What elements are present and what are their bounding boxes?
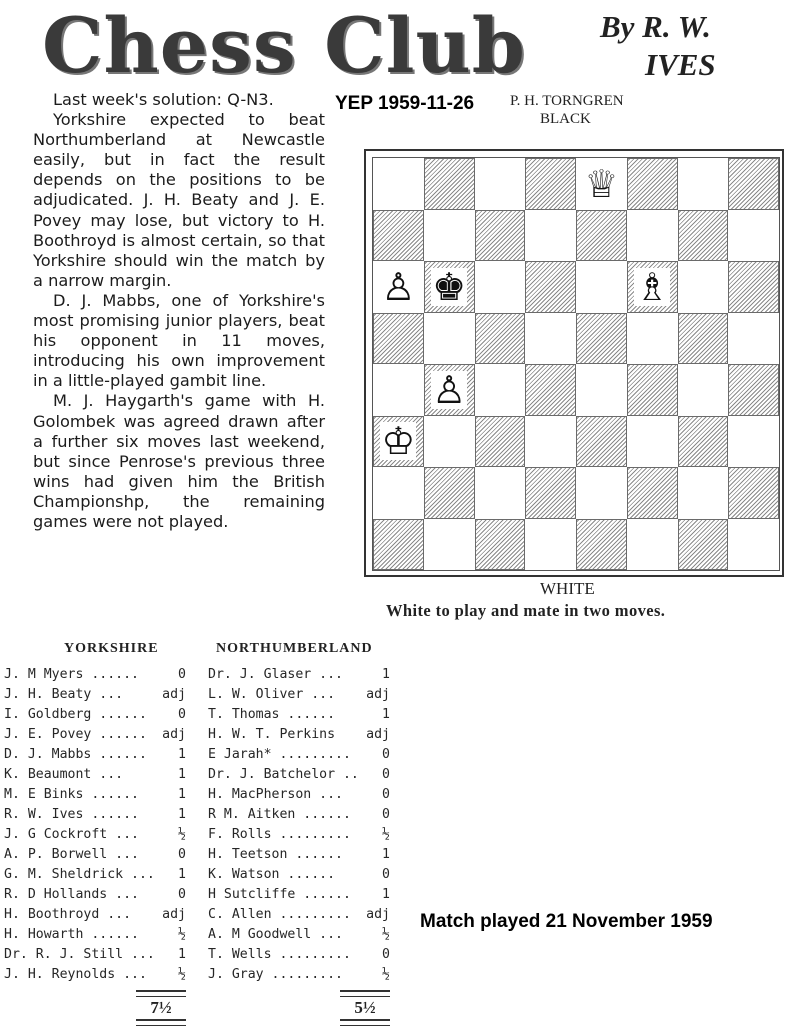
- black-label: BLACK: [540, 111, 591, 127]
- player-name: Dr. J. Glaser ...: [208, 667, 343, 682]
- board-square: [424, 467, 475, 519]
- table-row: [208, 825, 390, 845]
- player-name: Dr. R. J. Still ...: [4, 947, 155, 962]
- player-name: H. Howarth ......: [4, 927, 139, 942]
- table-row: [208, 965, 390, 985]
- board-square: [475, 261, 526, 313]
- player-score: 1: [178, 787, 186, 802]
- table-row: [208, 805, 390, 825]
- total-rule: [340, 990, 390, 997]
- player-score: ½: [382, 927, 390, 942]
- table-row: [208, 925, 390, 945]
- total-rule: [136, 1019, 186, 1026]
- board-square: [627, 364, 678, 416]
- player-score: adj: [162, 687, 186, 702]
- table-row: [4, 905, 186, 925]
- player-score: 0: [382, 807, 390, 822]
- date-tag: YEP 1959-11-26: [335, 93, 475, 114]
- problem-heading: [510, 92, 670, 128]
- board-square: [424, 261, 475, 313]
- table-row: [4, 745, 186, 765]
- player-score: ½: [178, 827, 186, 842]
- board-square: [576, 210, 627, 262]
- board-square: [627, 313, 678, 365]
- table-row: [208, 725, 390, 745]
- board-square: [373, 210, 424, 262]
- board-square: [576, 467, 627, 519]
- player-name: J. H. Reynolds ...: [4, 967, 147, 982]
- total-rule: [340, 1019, 390, 1026]
- player-score: ½: [178, 967, 186, 982]
- board-square: [728, 210, 779, 262]
- player-score: 1: [382, 707, 390, 722]
- player-score: 0: [382, 787, 390, 802]
- board-square: [576, 364, 627, 416]
- player-score: ½: [382, 827, 390, 842]
- table-row: [208, 785, 390, 805]
- table-row: [4, 825, 186, 845]
- player-name: D. J. Mabbs ......: [4, 747, 147, 762]
- chess-piece-icon: ♗: [635, 264, 670, 309]
- composer-name: P. H. TORNGREN: [510, 93, 624, 109]
- board-square: [627, 158, 678, 210]
- table-row: [208, 665, 390, 685]
- table-row: [208, 685, 390, 705]
- chess-piece-icon: ♙: [381, 264, 416, 309]
- board-square: [525, 416, 576, 468]
- table-row: [208, 865, 390, 885]
- article-paragraph: Last week's solution: Q-N3.: [53, 90, 274, 109]
- player-name: H. Teetson ......: [208, 847, 343, 862]
- board-square: [424, 313, 475, 365]
- player-name: G. M. Sheldrick ...: [4, 867, 155, 882]
- board-square: [627, 519, 678, 571]
- problem-task: White to play and mate in two moves.: [386, 601, 666, 620]
- article-paragraph: Yorkshire expected to beat Northumberland at Newcastle easily, but in fact the result depends on the positions to be adjudicated. J. H. Beaty and J. E. Povey may lose, but victory to H. Boothroyd is almost certain, so that Yorkshire should win the match by a narrow margin.: [33, 110, 325, 290]
- player-name: J. M Myers ......: [4, 667, 139, 682]
- player-score: 0: [382, 747, 390, 762]
- board-square: [728, 416, 779, 468]
- board-square: [424, 519, 475, 571]
- home-total-block: [136, 990, 186, 1026]
- article-paragraph: M. J. Haygarth's game with H. Golombek was agreed drawn after a further six moves last weekend, but since Penrose's previous three wins had given him the British Championshp, the remaining games were not played.: [33, 391, 325, 531]
- player-score: ½: [382, 967, 390, 982]
- player-score: adj: [162, 727, 186, 742]
- board-square: [678, 313, 729, 365]
- board-square: [627, 467, 678, 519]
- chess-diagram: [364, 149, 784, 577]
- table-row: [208, 845, 390, 865]
- player-score: 1: [382, 667, 390, 682]
- board-square: [475, 313, 526, 365]
- board-square: [525, 158, 576, 210]
- board-square: [373, 158, 424, 210]
- match-date-note: Match played 21 November 1959: [420, 911, 713, 932]
- board-square: [475, 467, 526, 519]
- board-square: [373, 261, 424, 313]
- player-name: Dr. J. Batchelor ..: [208, 767, 359, 782]
- player-score: 0: [382, 947, 390, 962]
- table-row: [208, 705, 390, 725]
- player-score: adj: [366, 727, 390, 742]
- article-body: [33, 90, 325, 630]
- table-row: [4, 765, 186, 785]
- player-name: A. M Goodwell ...: [208, 927, 343, 942]
- board-square: [728, 467, 779, 519]
- away-total-block: [340, 990, 390, 1026]
- player-score: 1: [178, 947, 186, 962]
- board-square: [475, 519, 526, 571]
- board-square: [728, 158, 779, 210]
- board-square: [525, 467, 576, 519]
- player-score: adj: [162, 907, 186, 922]
- board-square: [424, 364, 475, 416]
- byline-line-2: IVES: [645, 47, 716, 82]
- player-score: 0: [382, 767, 390, 782]
- board-square: [576, 519, 627, 571]
- board-square: [525, 313, 576, 365]
- player-score: 0: [178, 847, 186, 862]
- board-square: [678, 416, 729, 468]
- player-name: R. W. Ives ......: [4, 807, 139, 822]
- board-square: [424, 416, 475, 468]
- table-row: [4, 945, 186, 965]
- player-name: H Sutcliffe ......: [208, 887, 351, 902]
- player-score: 1: [178, 867, 186, 882]
- table-row: [4, 965, 186, 985]
- board-square: [475, 158, 526, 210]
- byline: [600, 8, 790, 94]
- table-row: [4, 685, 186, 705]
- board-square: [627, 416, 678, 468]
- player-name: A. P. Borwell ...: [4, 847, 139, 862]
- board-square: [475, 210, 526, 262]
- board-square: [525, 261, 576, 313]
- board-square: [373, 313, 424, 365]
- player-score: adj: [366, 687, 390, 702]
- away-total: 5½: [354, 998, 376, 1017]
- player-score: adj: [366, 907, 390, 922]
- board-square: [525, 519, 576, 571]
- table-row: [208, 945, 390, 965]
- home-total: 7½: [150, 998, 172, 1017]
- white-label: WHITE: [540, 579, 595, 598]
- player-name: J. Gray .........: [208, 967, 343, 982]
- table-row: [4, 845, 186, 865]
- player-name: K. Watson ......: [208, 867, 336, 882]
- table-row: [4, 925, 186, 945]
- board-square: [373, 467, 424, 519]
- board-square: [627, 210, 678, 262]
- board-square: [576, 261, 627, 313]
- board-square: [525, 210, 576, 262]
- board-square: [475, 364, 526, 416]
- board-square: [728, 364, 779, 416]
- player-score: 0: [178, 887, 186, 902]
- table-row: [4, 665, 186, 685]
- chess-piece-icon: ♚: [432, 264, 467, 309]
- board-square: [728, 313, 779, 365]
- player-score: 0: [178, 667, 186, 682]
- table-row: [4, 705, 186, 725]
- player-name: H. W. T. Perkins: [208, 727, 336, 742]
- player-name: J. E. Povey ......: [4, 727, 147, 742]
- player-score: 1: [178, 767, 186, 782]
- board-square: [728, 261, 779, 313]
- board-square: [678, 158, 729, 210]
- away-results: [208, 665, 390, 985]
- player-name: J. H. Beaty ...: [4, 687, 124, 702]
- chess-piece-icon: ♕: [584, 161, 619, 206]
- board-square: [678, 467, 729, 519]
- byline-line-1: By R. W.: [600, 9, 711, 44]
- board-square: [424, 210, 475, 262]
- column-title: Chess Club: [42, 1, 526, 90]
- player-name: T. Thomas ......: [208, 707, 336, 722]
- player-name: R M. Aitken ......: [208, 807, 351, 822]
- board-square: [728, 519, 779, 571]
- player-name: E Jarah* .........: [208, 747, 351, 762]
- player-name: H. MacPherson ...: [208, 787, 343, 802]
- board-square: [576, 158, 627, 210]
- table-row: [4, 785, 186, 805]
- player-score: 1: [382, 847, 390, 862]
- chess-piece-icon: ♙: [432, 367, 467, 412]
- total-rule: [136, 990, 186, 997]
- board-square: [475, 416, 526, 468]
- away-team-heading: NORTHUMBERLAND: [216, 641, 373, 656]
- board-square: [678, 210, 729, 262]
- table-row: [4, 805, 186, 825]
- player-score: 1: [178, 807, 186, 822]
- player-name: K. Beaumont ...: [4, 767, 124, 782]
- player-name: T. Wells .........: [208, 947, 351, 962]
- player-score: 1: [382, 887, 390, 902]
- player-score: ½: [178, 927, 186, 942]
- home-team-heading: YORKSHIRE: [64, 641, 159, 656]
- home-results: [4, 665, 186, 985]
- table-row: [208, 765, 390, 785]
- board-square: [373, 364, 424, 416]
- player-name: H. Boothroyd ...: [4, 907, 132, 922]
- player-name: F. Rolls .........: [208, 827, 351, 842]
- table-row: [208, 905, 390, 925]
- player-name: J. G Cockroft ...: [4, 827, 139, 842]
- player-name: I. Goldberg ......: [4, 707, 147, 722]
- table-row: [208, 745, 390, 765]
- table-row: [4, 725, 186, 745]
- table-row: [4, 865, 186, 885]
- player-name: R. D Hollands ...: [4, 887, 139, 902]
- board-square: [373, 519, 424, 571]
- board-square: [525, 364, 576, 416]
- article-paragraph: D. J. Mabbs, one of Yorkshire's most promising junior players, beat his opponent in 11 moves, introducing his own improvement in a little-played gambit line.: [33, 290, 325, 391]
- chess-board: [372, 157, 780, 571]
- table-row: [4, 885, 186, 905]
- player-name: C. Allen .........: [208, 907, 351, 922]
- table-row: [208, 885, 390, 905]
- chess-piece-icon: ♔: [381, 419, 416, 464]
- board-square: [678, 364, 729, 416]
- player-name: L. W. Oliver ...: [208, 687, 336, 702]
- board-square: [678, 261, 729, 313]
- board-square: [678, 519, 729, 571]
- board-square: [576, 416, 627, 468]
- board-square: [424, 158, 475, 210]
- player-score: 1: [178, 747, 186, 762]
- player-name: M. E Binks ......: [4, 787, 139, 802]
- board-square: [373, 416, 424, 468]
- board-square: [627, 261, 678, 313]
- board-square: [576, 313, 627, 365]
- player-score: 0: [382, 867, 390, 882]
- player-score: 0: [178, 707, 186, 722]
